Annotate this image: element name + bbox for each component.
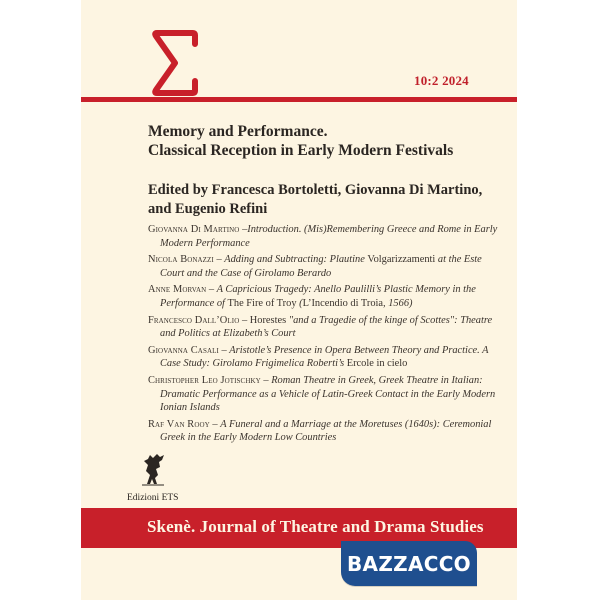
sigma-icon bbox=[151, 30, 199, 96]
toc-title-part: ( bbox=[296, 297, 303, 309]
toc-author: Anne Morvan bbox=[148, 284, 207, 296]
title-line-1: Memory and Performance. bbox=[148, 123, 328, 140]
toc-entry bbox=[148, 253, 498, 280]
toc-separator: – bbox=[206, 284, 217, 296]
toc-author: Nicola Bonazzi bbox=[148, 254, 214, 266]
toc-title-part: (Mis)Remembering Greece and Rome in Early Modern Performance bbox=[160, 224, 498, 249]
toc-separator: – bbox=[218, 344, 230, 356]
issue-number: 10:2 2024 bbox=[414, 73, 469, 88]
bazzacco-badge bbox=[341, 541, 477, 586]
toc-title-part: A Capricious Tragedy: Anello Paulilli’s Plastic Memory in the Performance of bbox=[160, 284, 476, 309]
editors-line-2: and Eugenio Refini bbox=[148, 201, 268, 217]
toc-title-part: Ercole in cielo bbox=[346, 358, 408, 370]
toc-entry bbox=[148, 314, 498, 341]
editors-line-1: Edited by Francesca Bortoletti, Giovanna Di Martino, bbox=[148, 182, 483, 198]
toc-title-part: A Funeral and a Marriage at the Moretuses (1640s): Ceremonial Greek in the Early Modern Low Countries bbox=[160, 418, 492, 444]
toc-author: Giovanna Di Martino bbox=[148, 224, 240, 235]
toc-entry bbox=[148, 223, 498, 250]
toc-entry bbox=[148, 374, 498, 415]
toc-separator: – bbox=[260, 374, 272, 386]
issue-title bbox=[148, 122, 508, 160]
toc-title-part: L’Incendio di Troia bbox=[302, 297, 384, 309]
toc-title-part: Volgarizzamenti bbox=[367, 254, 436, 266]
toc-title-part: , 1566) bbox=[383, 297, 413, 309]
toc-separator: – bbox=[239, 224, 248, 235]
toc-entry bbox=[148, 418, 498, 445]
toc-title-part: Horestes bbox=[249, 314, 287, 326]
toc-separator: – bbox=[213, 254, 225, 266]
journal-title: Skenè. Journal of Theatre and Drama Studies bbox=[147, 517, 484, 536]
toc-title-part: "and a Tragedie of the kinge of Scottes": Theatre and Politics at Elizabeth’s Court bbox=[160, 314, 493, 340]
toc-author: Francesco Dall’Olio bbox=[148, 314, 240, 326]
toc-title-part: Roman Theatre in Greek, Greek Theatre in Italian: Dramatic Performance as a Vehicle of Latin-Greek Contact in the Early Modern Ionian Islands bbox=[160, 374, 496, 414]
table-of-contents bbox=[148, 223, 498, 448]
toc-separator: – bbox=[239, 314, 250, 326]
toc-author: Christopher Leo Jotischky bbox=[148, 374, 261, 386]
header-rule bbox=[81, 97, 517, 102]
toc-title-part: at the Este Court and the Case of Girolamo Berardo bbox=[160, 254, 482, 279]
toc-entry bbox=[148, 283, 498, 310]
griffin-icon bbox=[138, 451, 168, 487]
toc-title-part: Aristotle’s Presence in Opera Between Theory and Practice. A Case Study: Girolamo Frigimelica Roberti’s bbox=[160, 344, 489, 370]
toc-separator: – bbox=[209, 418, 221, 430]
badge-label: BAZZACCO bbox=[347, 551, 471, 576]
toc-title-part: The Fire of Troy bbox=[227, 297, 297, 309]
book-cover bbox=[81, 0, 517, 600]
toc-title-part: Adding and Subtracting: Plautine bbox=[224, 254, 368, 266]
editors bbox=[148, 181, 508, 219]
toc-entry bbox=[148, 344, 498, 371]
toc-author: Giovanna Casali bbox=[148, 344, 219, 356]
toc-title-part: Introduction. bbox=[247, 224, 302, 235]
publisher-name: Edizioni ETS bbox=[127, 493, 179, 503]
title-line-2: Classical Reception in Early Modern Festivals bbox=[148, 142, 454, 159]
toc-author: Raf Van Rooy bbox=[148, 418, 210, 430]
